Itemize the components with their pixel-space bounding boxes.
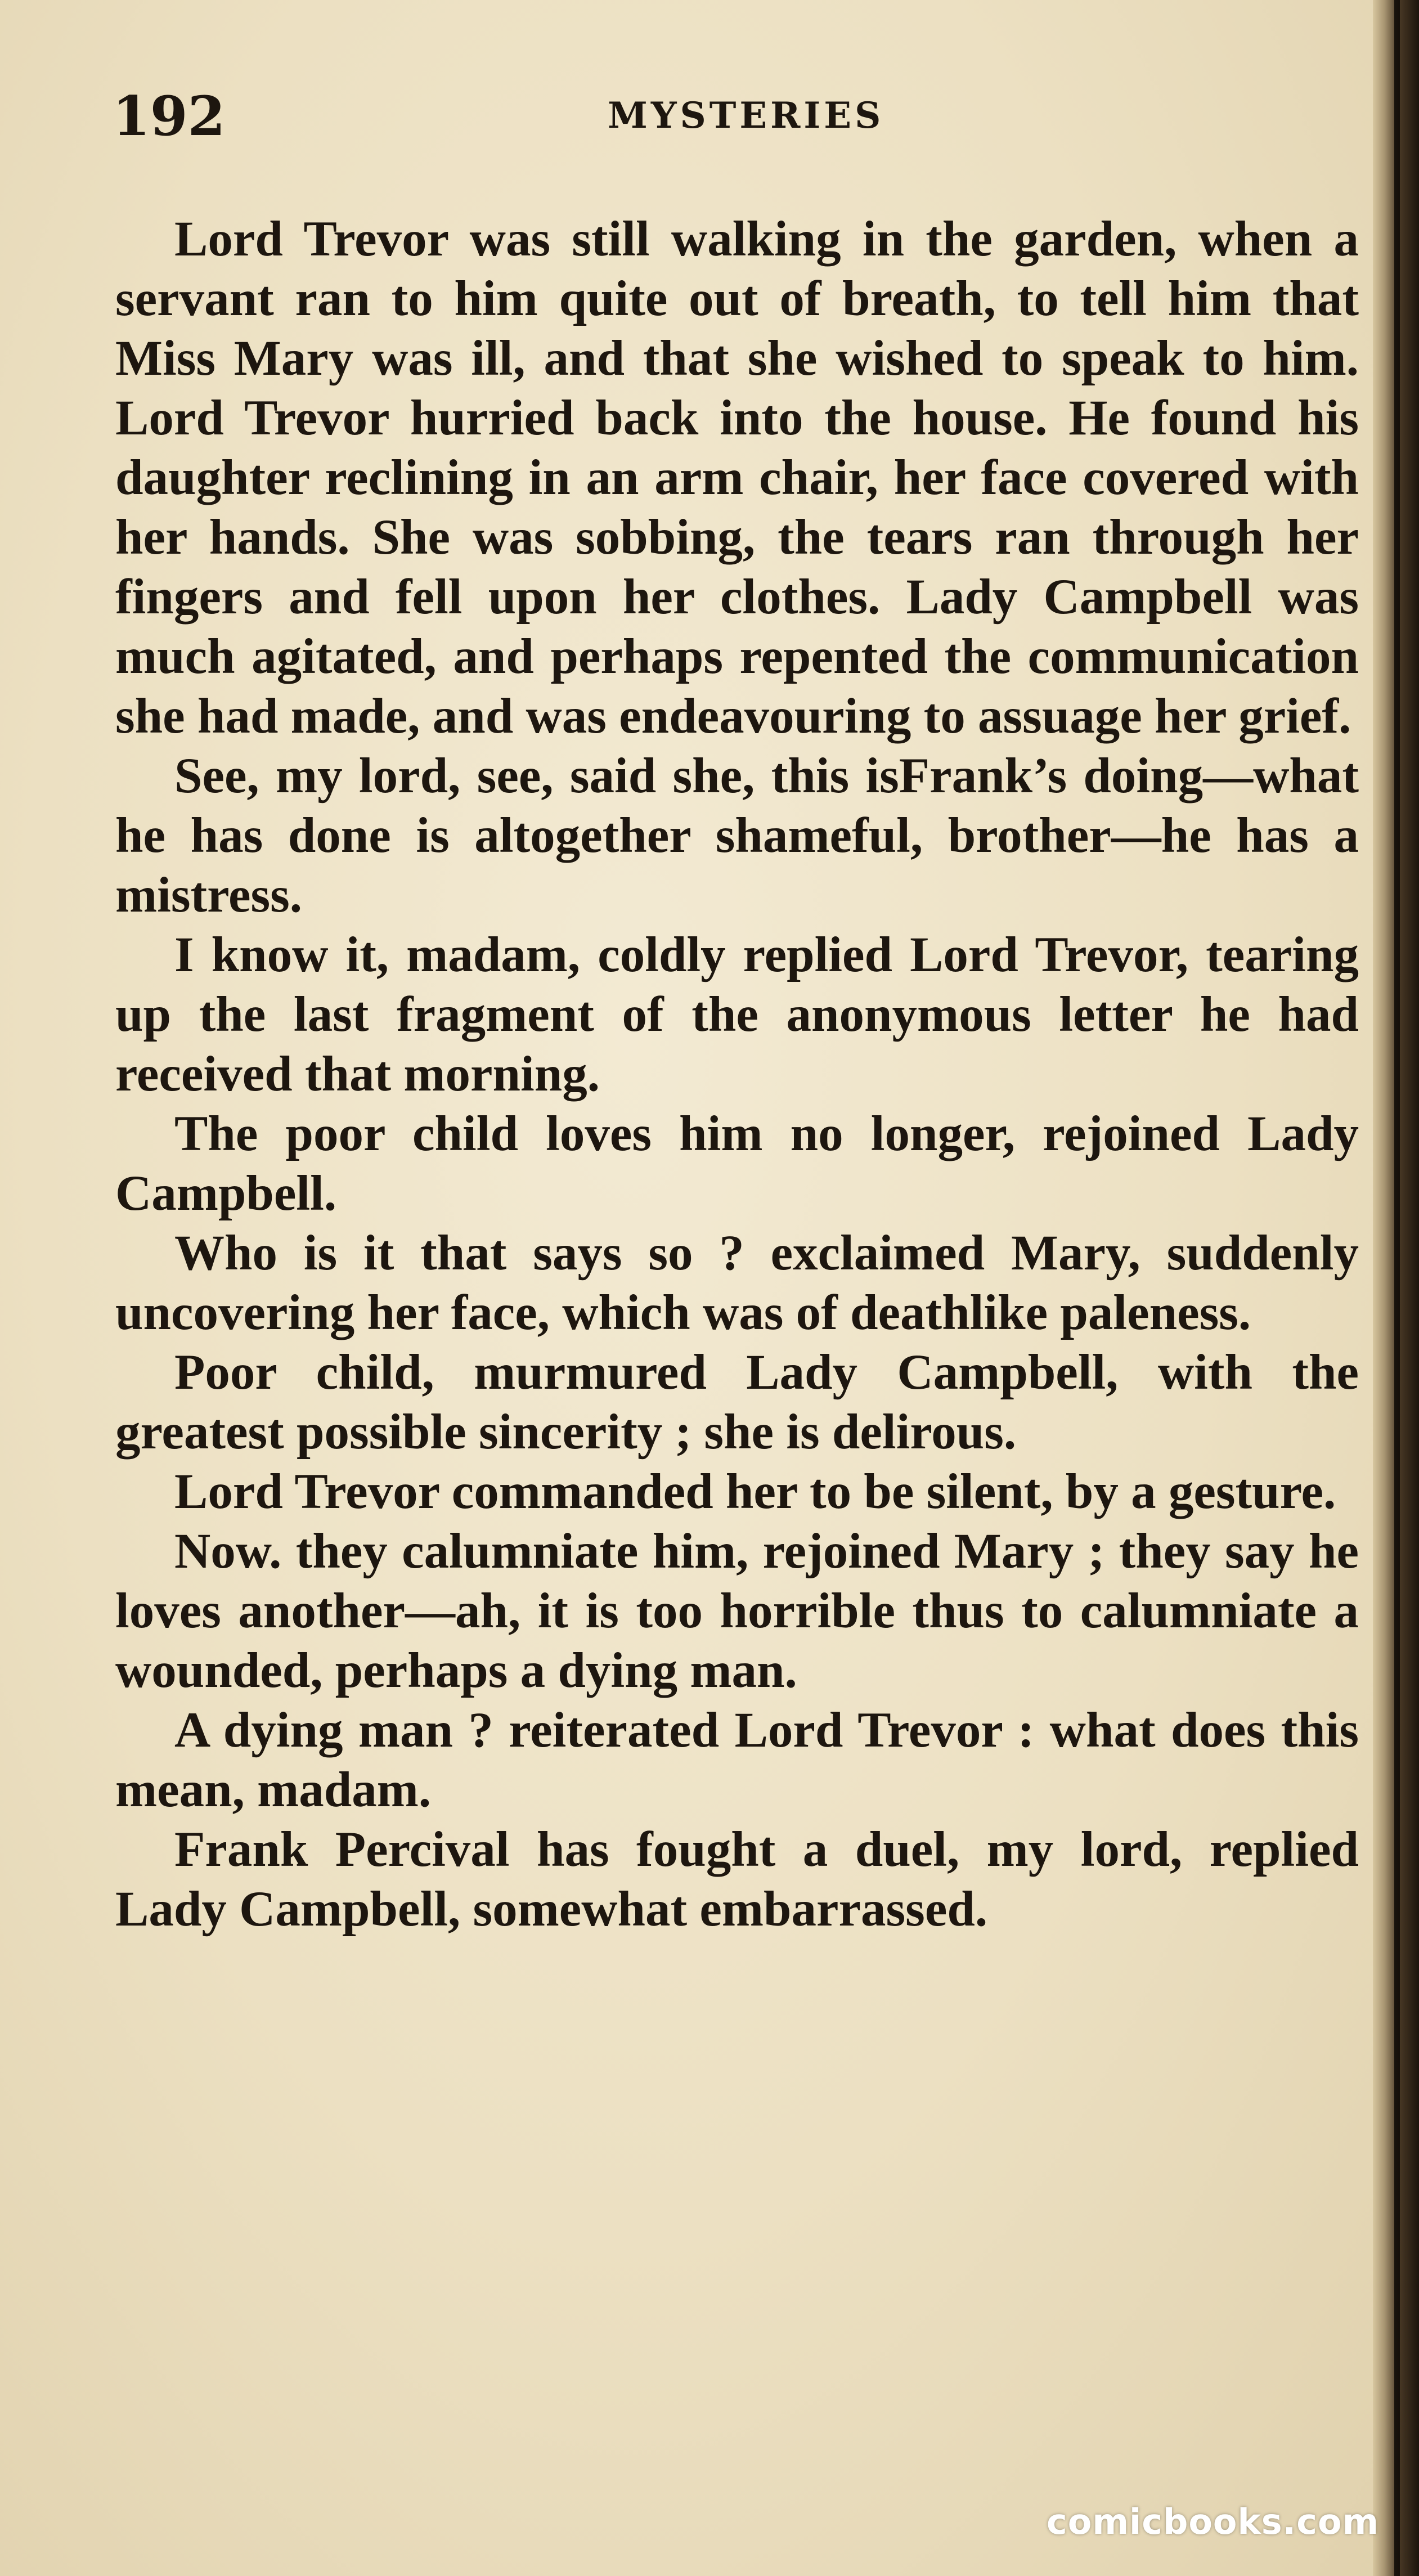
paragraph: Lord Trevor commanded her to be silent, by a gesture. — [174, 1464, 1336, 1519]
body-text — [115, 209, 1359, 1939]
paragraph: Poor child, murmured Lady Campbell, with the greatest possible sincerity ; she is delirous. — [115, 1345, 1359, 1460]
running-head — [113, 84, 1367, 152]
paragraph: Lord Trevor was still walking in the garden, when a servant ran to him quite out of breath, to tell him that Miss Mary was ill, and that she wished to speak to him. Lord Trevor hurried back into the house. He found his daughter reclining in an arm chair, her face covered with her hands. She was sobbing, the tears ran through her fingers and fell upon her clothes. Lady Campbell was much agitated, and perhaps repented the communication she had made, and was endeavouring to assuage her grief. — [115, 212, 1359, 744]
paragraph: See, my lord, see, said she, this isFrank’s doing—what he has done is altogether shameful, brother—he has a mistress. — [115, 748, 1359, 923]
paragraph: I know it, madam, coldly replied Lord Trevor, tearing up the last fragment of the anonymous letter he had received that morning. — [115, 927, 1359, 1102]
paragraph: Who is it that says so ? exclaimed Mary, suddenly uncovering her face, which was of deathlike paleness. — [115, 1226, 1359, 1340]
paragraph: Now. they calumniate him, rejoined Mary ; they say he loves another—ah, it is too horrible thus to calumniate a wounded, perhaps a dying man. — [115, 1524, 1359, 1698]
running-title: MYSTERIES — [608, 95, 884, 137]
paragraph: The poor child loves him no longer, rejoined Lady Campbell. — [115, 1106, 1359, 1221]
watermark: comicbooks.com — [1047, 2501, 1380, 2542]
binding-stripe — [1394, 0, 1400, 2576]
paragraph: A dying man ? reiterated Lord Trevor : what does this mean, madam. — [115, 1703, 1359, 1817]
paragraph: Frank Percival has fought a duel, my lord, replied Lady Campbell, somewhat embarrassed. — [115, 1822, 1359, 1937]
page-number: 192 — [113, 84, 226, 148]
